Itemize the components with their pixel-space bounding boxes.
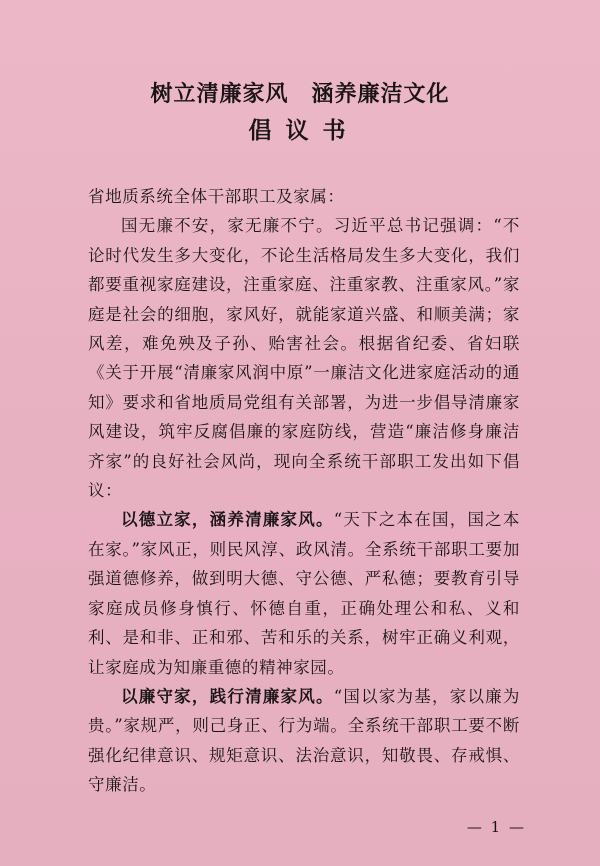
paragraph-text: “国以家为基，家以廉为贵。”家规严，则己身正、行为端。全系统干部职工要不断强化纪律意识、规矩意识、法治意识，知敬畏、存戒惧、守廉洁。 bbox=[88, 686, 520, 795]
document-subtitle: 倡议书 bbox=[248, 117, 360, 144]
paragraph-integrity bbox=[88, 682, 520, 800]
paragraph-text: “天下之本在国，国之本在家。”家风正，则民风淳、政风清。全系统干部职工要加强道德修养，做到明大德、守公德、严私德；要教育引导家庭成员修身慎行、怀德自重，正确处理公和私、义和利、是和非、正和邪、苦和乐的关系，树牢正确义利观，让家庭成为知廉重德的精神家园。 bbox=[88, 510, 520, 677]
paragraph-heading: 以德立家，涵养清廉家风。 bbox=[121, 510, 334, 530]
paragraph-text: 国无廉不安，家无廉不宁。习近平总书记强调：“不论时代发生多大变化，不论生活格局发生多大变化，我们都要重视家庭建设，注重家庭、注重家教、注重家风。”家庭是社会的细胞，家风好，就能家道兴盛、和顺美满；家风差，难免殃及子孙、贻害社会。根据省纪委、省妇联《关于开展“清廉家风润中原”一廉洁文化进家庭活动的通知》要求和省地质局党组有关部署，为进一步倡导清廉家风建设，筑牢反腐倡廉的家庭防线，营造“廉洁修身廉洁齐家”的良好社会风尚，现向全系统干部职工发出如下倡议： bbox=[88, 216, 520, 501]
salutation: 省地质系统全体干部职工及家属： bbox=[88, 187, 345, 206]
paragraph-virtue bbox=[88, 505, 520, 681]
document-title: 树立清廉家风 涵养廉洁文化 bbox=[150, 81, 450, 107]
paragraph-heading: 以廉守家，践行清廉家风。 bbox=[121, 686, 334, 706]
page-number: — 1 — bbox=[466, 818, 526, 836]
paragraph-intro bbox=[88, 211, 520, 505]
document-body bbox=[88, 182, 520, 800]
